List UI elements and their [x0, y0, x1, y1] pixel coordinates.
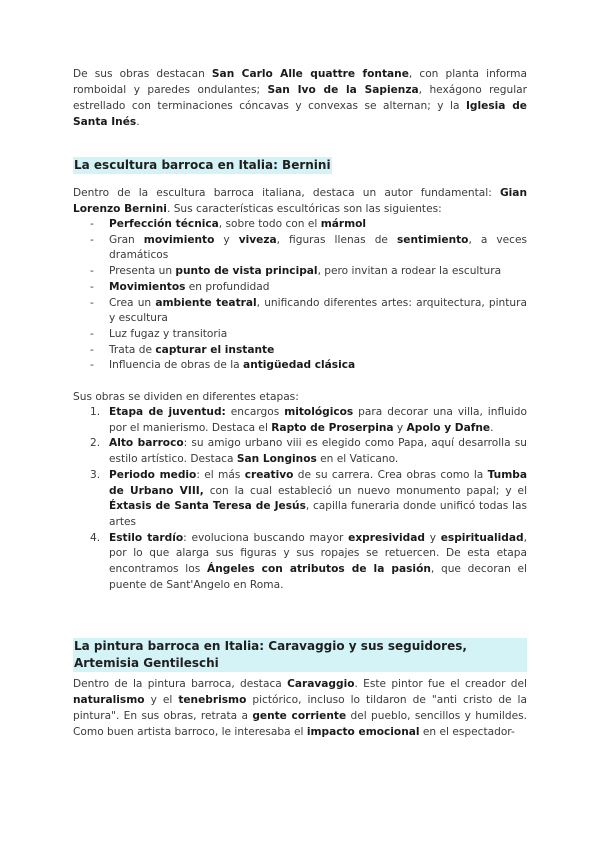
text-run: Dentro de la escultura barroca italiana, destaca un autor fundamental: [73, 187, 500, 199]
section-heading-bernini: La escultura barroca en Italia: Bernini [74, 158, 331, 172]
bold-text-run: mitológicos [284, 406, 354, 419]
caravaggio-paragraph [73, 676, 527, 740]
text-run: , con planta informa romboidal y paredes ondulantes; [73, 68, 527, 96]
stage-item [73, 531, 527, 594]
text-run: para decorar una villa, influido por el manierismo. Destaca el [109, 406, 527, 434]
stage-number: 4. [90, 531, 101, 544]
bold-text-run: gente corriente [252, 710, 347, 723]
characteristic-item [73, 358, 527, 374]
bold-text-run: Éxtasis de Santa Teresa de Jesús [109, 500, 306, 513]
text-run: Gran [109, 233, 144, 246]
text-run: . [490, 421, 494, 434]
text-run: : evoluciona buscando mayor [183, 531, 349, 544]
bold-text-run: mármol [320, 218, 367, 230]
text-run: Crea un [109, 296, 156, 309]
text-run: , unificando diferentes artes: arquitectura, pintura y escultura [109, 296, 527, 325]
text-run: del pueblo, sencillos y humildes. Como buen artista barroco, le interesaba el [73, 710, 527, 739]
stage-number: 1. [90, 406, 101, 419]
bold-text-run: sentimiento [396, 233, 469, 246]
text-run: , por lo que alarga sus figuras y sus ropajes se retuercen. De esta etapa encontramos los [109, 531, 527, 576]
bold-text-run: viveza [238, 233, 277, 246]
bold-text-run: Estilo tardío [109, 531, 184, 544]
stages-intro: Sus obras se dividen en diferentes etapas: [73, 391, 299, 404]
bold-text-run: espiritualidad [440, 531, 524, 544]
text-run: , a veces dramáticos [109, 233, 528, 262]
bold-text-run: movimiento [143, 233, 215, 246]
bernini-stages-list [73, 405, 527, 593]
bold-text-run: Periodo medio [109, 468, 197, 481]
text-run: , capilla funeraria donde unificó todas las artes [109, 500, 527, 528]
bold-text-run: San Longinos [236, 453, 317, 466]
bold-text-run: antigüedad clásica [243, 359, 356, 372]
text-run: con la cual estableció un nuevo monumento papal; y el [203, 484, 528, 497]
characteristic-item [73, 296, 527, 327]
document-page [73, 66, 527, 740]
text-run: , figuras llenas de [276, 233, 397, 246]
characteristic-item [73, 327, 527, 343]
text-run: de su carrera. Crea obras como la [293, 468, 488, 481]
text-run: , sobre todo con el [218, 218, 321, 230]
bold-text-run: Caravaggio [287, 678, 355, 691]
bold-text-run: expresividad [348, 531, 425, 544]
text-run: , que decoran el puente de Sant'Angelo en Roma. [109, 563, 527, 591]
text-run: Dentro de la pintura barroca, destaca [73, 678, 288, 691]
characteristic-item [73, 264, 527, 280]
bernini-intro-paragraph [73, 185, 527, 217]
text-run: Presenta un [109, 265, 176, 278]
text-run: . Este pintor fue el creador del [354, 678, 527, 691]
bold-text-run: Etapa de juventud: [109, 406, 226, 419]
text-run: , hexágono regular estrellado con terminaciones cóncavas y convexas se alternan; y la [73, 84, 527, 112]
bold-text-run: ambiente teatral [155, 296, 257, 309]
bold-text-run: Gian Lorenzo Bernini [73, 187, 527, 215]
bold-text-run: Iglesia de Santa Inés [73, 100, 527, 128]
stage-item [73, 436, 527, 467]
bold-text-run: naturalismo [73, 694, 145, 707]
text-run: Trata de [109, 343, 156, 356]
bold-text-run: creativo [244, 468, 294, 481]
stage-item [73, 405, 527, 436]
bold-text-run: capturar el instante [155, 343, 275, 356]
text-run: . Sus características escultóricas son las siguientes: [166, 203, 442, 215]
bold-text-run: tenebrismo [178, 694, 247, 707]
text-run: y [393, 421, 407, 434]
text-run: Influencia de obras de la [109, 359, 244, 372]
text-run: y el [144, 694, 179, 707]
characteristic-item [73, 280, 527, 296]
bold-text-run: Rapto de Proserpina [271, 421, 394, 434]
stage-number: 2. [90, 437, 101, 450]
section-heading-caravaggio: La pintura barroca en Italia: Caravaggio y sus seguidores, Artemisia Gentileschi [73, 638, 527, 672]
characteristic-item [73, 343, 527, 359]
text-run: pictórico, incluso lo tildaron de "anti cristo de la pintura". En sus obras, retrata a [73, 694, 527, 723]
text-run: en el espectador- [419, 726, 515, 739]
bold-text-run: Tumba de Urbano VIII, [109, 468, 527, 497]
bold-text-run: Perfección técnica [109, 218, 219, 230]
bold-text-run: San Carlo Alle quattre fontane [211, 68, 409, 80]
text-run: y [214, 233, 239, 246]
characteristic-item [73, 217, 527, 233]
bernini-characteristics-list [73, 217, 527, 374]
bold-text-run: Ángeles con atributos de la pasión [207, 563, 431, 576]
text-run: : el más [196, 468, 245, 481]
text-run: Luz fugaz y transitoria [109, 327, 228, 340]
text-run: De sus obras destacan [73, 68, 212, 80]
characteristic-item [73, 233, 527, 264]
bold-text-run: punto de vista principal [175, 265, 318, 278]
intro-paragraph [73, 66, 527, 130]
text-run: . [136, 116, 140, 128]
bold-text-run: San Ivo de la Sapienza [267, 84, 419, 96]
text-run: en el Vaticano. [316, 453, 399, 466]
stage-number: 3. [90, 468, 101, 481]
text-run: en profundidad [185, 280, 270, 293]
text-run: : su amigo urbano viii es elegido como Papa, aquí desarrolla su estilo artístico. Destaca [109, 437, 527, 466]
text-run: , pero invitan a rodear la escultura [317, 265, 502, 278]
stage-item [73, 468, 527, 531]
bold-text-run: Movimientos [109, 280, 186, 293]
bold-text-run: impacto emocional [306, 726, 420, 739]
bold-text-run: Apolo y Dafne [406, 421, 491, 434]
text-run: encargos [225, 406, 285, 419]
bold-text-run: Alto barroco [109, 437, 184, 450]
text-run: y [424, 531, 441, 544]
